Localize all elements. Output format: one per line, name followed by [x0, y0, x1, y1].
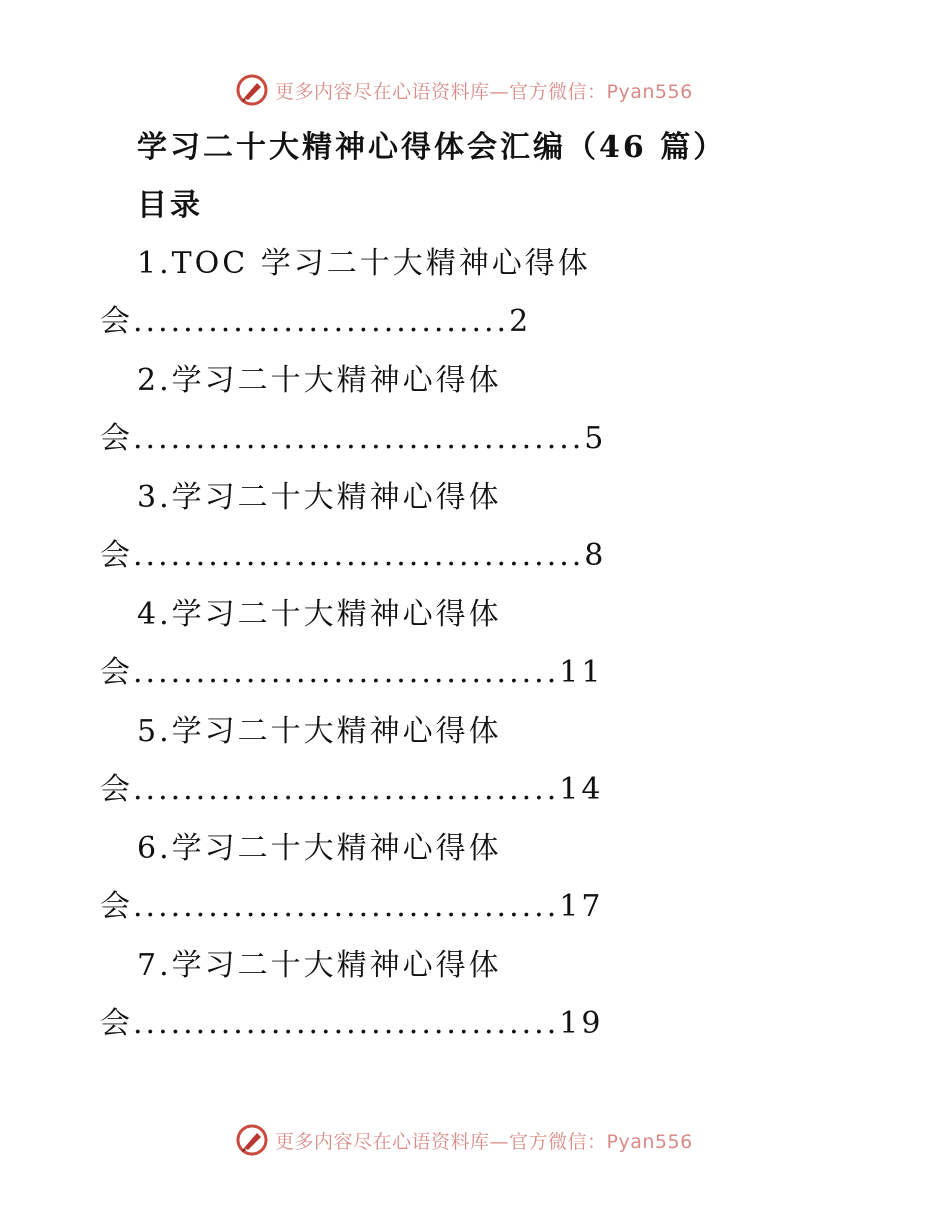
toc-entry-leader[interactable]: 会..................................17	[100, 889, 604, 924]
toc-entry-title[interactable]: 6.学习二十大精神心得体	[137, 831, 502, 866]
toc-entry-title[interactable]: 7.学习二十大精神心得体	[137, 948, 502, 983]
toc-heading: 目录	[137, 188, 203, 223]
toc-entry-leader[interactable]: 会....................................8	[100, 538, 607, 573]
toc-entry-leader[interactable]: 会....................................5	[100, 421, 607, 456]
watermark-text: 更多内容尽在心语资料库—官方微信：Pyan556	[275, 80, 693, 103]
toc-entry-title[interactable]: 3.学习二十大精神心得体	[137, 480, 502, 515]
toc-entry-title[interactable]: 4.学习二十大精神心得体	[137, 597, 502, 632]
header-watermark	[235, 72, 693, 108]
toc-entry-title[interactable]: 5.学习二十大精神心得体	[137, 714, 502, 749]
watermark-text: 更多内容尽在心语资料库—官方微信：Pyan556	[275, 1130, 693, 1153]
toc-entry-title[interactable]: 2.学习二十大精神心得体	[137, 363, 502, 398]
toc-entry-leader[interactable]: 会..................................11	[100, 655, 604, 690]
toc-entry-leader[interactable]: 会..................................14	[100, 772, 604, 807]
toc-entry-leader[interactable]: 会..................................19	[100, 1006, 604, 1041]
document-title: 学习二十大精神心得体会汇编（46 篇）	[137, 130, 727, 165]
toc-entry-leader[interactable]: 会..............................2	[100, 304, 532, 339]
pen-logo-icon	[235, 1123, 269, 1157]
toc-entry-title[interactable]: 1.TOC 学习二十大精神心得体	[137, 246, 591, 281]
footer-watermark	[235, 1122, 693, 1158]
pen-logo-icon	[235, 73, 269, 107]
